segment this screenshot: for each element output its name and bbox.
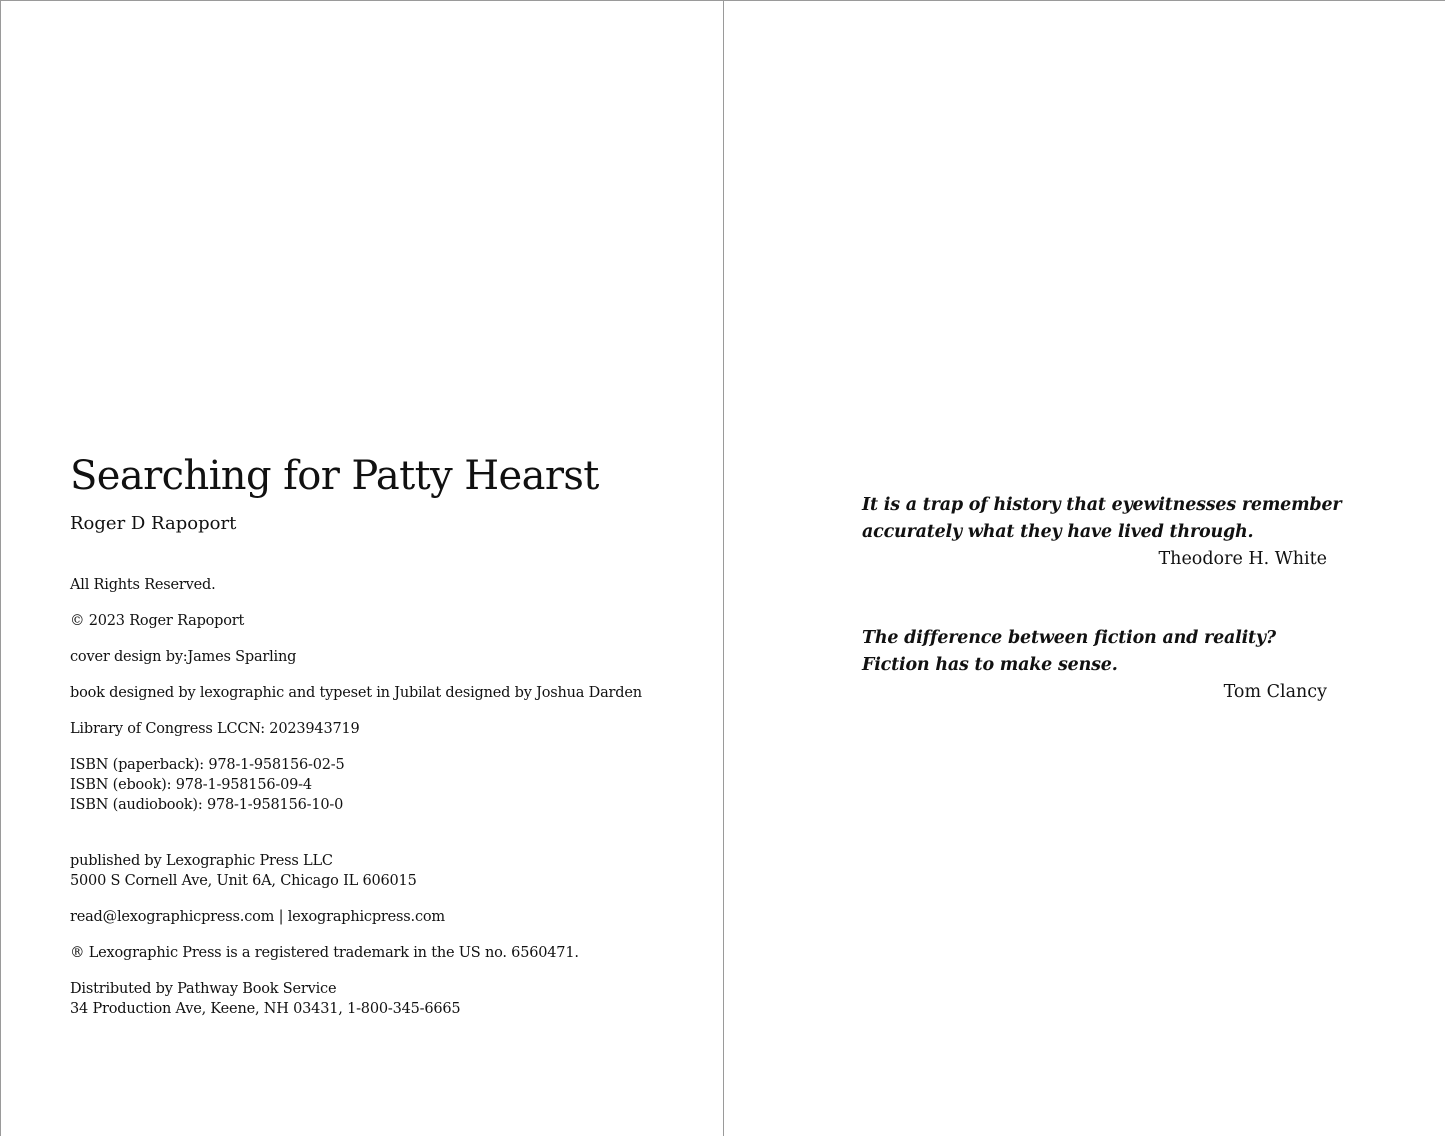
book-author: Roger D Rapoport bbox=[70, 513, 237, 534]
isbn-paperback: ISBN (paperback): 978-1-958156-02-5 bbox=[70, 757, 345, 773]
epigraph-quote bbox=[862, 625, 1327, 679]
epigraph-attribution: Theodore H. White bbox=[1158, 549, 1327, 569]
epigraph-page bbox=[724, 0, 1445, 1136]
epigraph bbox=[862, 625, 1327, 706]
epigraph-quote bbox=[862, 492, 1342, 546]
colophon bbox=[70, 575, 690, 1019]
epigraph bbox=[862, 492, 1342, 573]
quote-line: The difference between fiction and reality? bbox=[862, 628, 1276, 648]
contact-info: read@lexographicpress.com | lexographicpress.com bbox=[70, 909, 445, 925]
quote-line: accurately what they have lived through. bbox=[862, 522, 1254, 542]
trademark-notice: ® Lexographic Press is a registered trademark in the US no. 6560471. bbox=[70, 945, 579, 961]
publisher-address: 5000 S Cornell Ave, Unit 6A, Chicago IL 606015 bbox=[70, 873, 417, 889]
isbn-ebook: ISBN (ebook): 978-1-958156-09-4 bbox=[70, 777, 312, 793]
copyright-notice: © 2023 Roger Rapoport bbox=[70, 613, 245, 629]
lccn: Library of Congress LCCN: 2023943719 bbox=[70, 721, 360, 737]
publisher-name: published by Lexographic Press LLC bbox=[70, 853, 333, 869]
isbn-audiobook: ISBN (audiobook): 978-1-958156-10-0 bbox=[70, 797, 344, 813]
quote-line: Fiction has to make sense. bbox=[862, 655, 1118, 675]
distributor-address: 34 Production Ave, Keene, NH 03431, 1-800-345-6665 bbox=[70, 1001, 461, 1017]
book-title: Searching for Patty Hearst bbox=[70, 453, 599, 499]
distributor-name: Distributed by Pathway Book Service bbox=[70, 981, 337, 997]
rights-statement: All Rights Reserved. bbox=[70, 577, 216, 593]
epigraph-attribution: Tom Clancy bbox=[1223, 682, 1327, 702]
quote-line: It is a trap of history that eyewitnesses remember bbox=[862, 495, 1342, 515]
cover-design-credit: cover design by:James Sparling bbox=[70, 649, 297, 665]
book-design-credit: book designed by lexographic and typeset in Jubilat designed by Joshua Darden bbox=[70, 685, 642, 701]
